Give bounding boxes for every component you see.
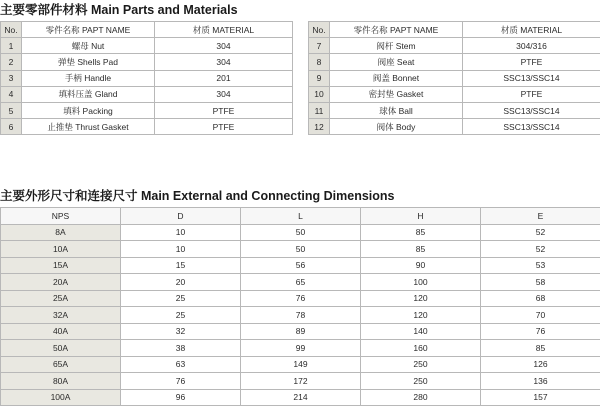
part-no: 5 <box>1 102 22 118</box>
h-cell: 250 <box>361 373 481 390</box>
dimensions-row <box>1 257 600 274</box>
header-nps: NPS <box>1 208 121 225</box>
dimensions-row <box>1 340 600 357</box>
part-no: 2 <box>1 54 22 70</box>
part-no: 12 <box>309 119 330 135</box>
parts-table-left <box>0 21 293 135</box>
part-name: 填料压盖 Gland <box>22 86 155 102</box>
nps-cell: 65A <box>1 356 121 373</box>
d-cell: 10 <box>121 224 241 241</box>
h-cell: 250 <box>361 356 481 373</box>
d-cell: 63 <box>121 356 241 373</box>
parts-row <box>1 54 293 70</box>
parts-row <box>1 70 293 86</box>
h-cell: 85 <box>361 241 481 258</box>
nps-cell: 10A <box>1 241 121 258</box>
part-material: SSC13/SSC14 <box>463 102 600 118</box>
parts-row <box>309 54 600 70</box>
nps-cell: 80A <box>1 373 121 390</box>
part-material: 304 <box>155 38 293 54</box>
parts-row <box>309 102 600 118</box>
e-cell: 70 <box>481 307 600 324</box>
l-cell: 78 <box>241 307 361 324</box>
part-no: 9 <box>309 70 330 86</box>
dimensions-header-row <box>1 208 600 225</box>
part-no: 11 <box>309 102 330 118</box>
dimensions-row <box>1 373 600 390</box>
part-name: 弹垫 Shells Pad <box>22 54 155 70</box>
part-material: 304 <box>155 54 293 70</box>
d-cell: 25 <box>121 290 241 307</box>
part-material: 201 <box>155 70 293 86</box>
header-e: E <box>481 208 600 225</box>
parts-row <box>1 119 293 135</box>
l-cell: 99 <box>241 340 361 357</box>
l-cell: 214 <box>241 389 361 406</box>
header-part-name: 零件名称 PAPT NAME <box>22 22 155 38</box>
l-cell: 76 <box>241 290 361 307</box>
e-cell: 68 <box>481 290 600 307</box>
parts-table-right <box>308 21 600 135</box>
h-cell: 140 <box>361 323 481 340</box>
e-cell: 136 <box>481 373 600 390</box>
l-cell: 149 <box>241 356 361 373</box>
dimensions-body <box>1 224 600 406</box>
dimensions-section-title: 主要外形尺寸和连接尺寸 Main External and Connecting Dimensions <box>0 186 394 204</box>
header-l: L <box>241 208 361 225</box>
e-cell: 53 <box>481 257 600 274</box>
nps-cell: 32A <box>1 307 121 324</box>
dimensions-row <box>1 323 600 340</box>
h-cell: 120 <box>361 307 481 324</box>
part-no: 3 <box>1 70 22 86</box>
part-no: 1 <box>1 38 22 54</box>
parts-row <box>309 86 600 102</box>
e-cell: 58 <box>481 274 600 291</box>
dimensions-row <box>1 290 600 307</box>
header-no: No. <box>1 22 22 38</box>
part-name: 阀杆 Stem <box>330 38 463 54</box>
h-cell: 160 <box>361 340 481 357</box>
part-material: PTFE <box>463 86 600 102</box>
h-cell: 100 <box>361 274 481 291</box>
part-material: PTFE <box>155 119 293 135</box>
header-d: D <box>121 208 241 225</box>
dimensions-row <box>1 224 600 241</box>
l-cell: 56 <box>241 257 361 274</box>
nps-cell: 40A <box>1 323 121 340</box>
h-cell: 90 <box>361 257 481 274</box>
header-part-name: 零件名称 PAPT NAME <box>330 22 463 38</box>
d-cell: 15 <box>121 257 241 274</box>
d-cell: 25 <box>121 307 241 324</box>
part-name: 阀盖 Bonnet <box>330 70 463 86</box>
d-cell: 32 <box>121 323 241 340</box>
d-cell: 76 <box>121 373 241 390</box>
nps-cell: 20A <box>1 274 121 291</box>
header-h: H <box>361 208 481 225</box>
nps-cell: 15A <box>1 257 121 274</box>
part-no: 6 <box>1 119 22 135</box>
part-name: 阀座 Seat <box>330 54 463 70</box>
part-no: 8 <box>309 54 330 70</box>
part-name: 螺母 Nut <box>22 38 155 54</box>
parts-table-header <box>1 22 293 38</box>
part-material: PTFE <box>155 102 293 118</box>
nps-cell: 8A <box>1 224 121 241</box>
parts-row <box>309 38 600 54</box>
parts-section-title: 主要零部件材料 Main Parts and Materials <box>0 0 238 18</box>
parts-row <box>1 38 293 54</box>
dimensions-table <box>0 207 600 406</box>
d-cell: 96 <box>121 389 241 406</box>
part-name: 阀体 Body <box>330 119 463 135</box>
part-name: 手柄 Handle <box>22 70 155 86</box>
header-no: No. <box>309 22 330 38</box>
e-cell: 52 <box>481 224 600 241</box>
part-name: 填料 Packing <box>22 102 155 118</box>
l-cell: 89 <box>241 323 361 340</box>
part-name: 球体 Ball <box>330 102 463 118</box>
h-cell: 85 <box>361 224 481 241</box>
dimensions-row <box>1 356 600 373</box>
d-cell: 10 <box>121 241 241 258</box>
part-material: PTFE <box>463 54 600 70</box>
h-cell: 280 <box>361 389 481 406</box>
part-no: 4 <box>1 86 22 102</box>
part-no: 10 <box>309 86 330 102</box>
e-cell: 157 <box>481 389 600 406</box>
l-cell: 50 <box>241 241 361 258</box>
part-material: SSC13/SSC14 <box>463 70 600 86</box>
part-no: 7 <box>309 38 330 54</box>
e-cell: 126 <box>481 356 600 373</box>
part-name: 密封垫 Gasket <box>330 86 463 102</box>
nps-cell: 25A <box>1 290 121 307</box>
part-material: 304/316 <box>463 38 600 54</box>
parts-table-header <box>309 22 600 38</box>
e-cell: 85 <box>481 340 600 357</box>
parts-row <box>1 86 293 102</box>
dimensions-row <box>1 307 600 324</box>
e-cell: 76 <box>481 323 600 340</box>
part-material: 304 <box>155 86 293 102</box>
l-cell: 50 <box>241 224 361 241</box>
dimensions-row <box>1 274 600 291</box>
nps-cell: 100A <box>1 389 121 406</box>
header-material: 材质 MATERIAL <box>463 22 600 38</box>
d-cell: 38 <box>121 340 241 357</box>
dimensions-row <box>1 389 600 406</box>
dimensions-row <box>1 241 600 258</box>
l-cell: 172 <box>241 373 361 390</box>
nps-cell: 50A <box>1 340 121 357</box>
header-material: 材质 MATERIAL <box>155 22 293 38</box>
part-material: SSC13/SSC14 <box>463 119 600 135</box>
d-cell: 20 <box>121 274 241 291</box>
l-cell: 65 <box>241 274 361 291</box>
h-cell: 120 <box>361 290 481 307</box>
parts-row <box>309 119 600 135</box>
part-name: 止推垫 Thrust Gasket <box>22 119 155 135</box>
parts-row <box>309 70 600 86</box>
e-cell: 52 <box>481 241 600 258</box>
parts-row <box>1 102 293 118</box>
